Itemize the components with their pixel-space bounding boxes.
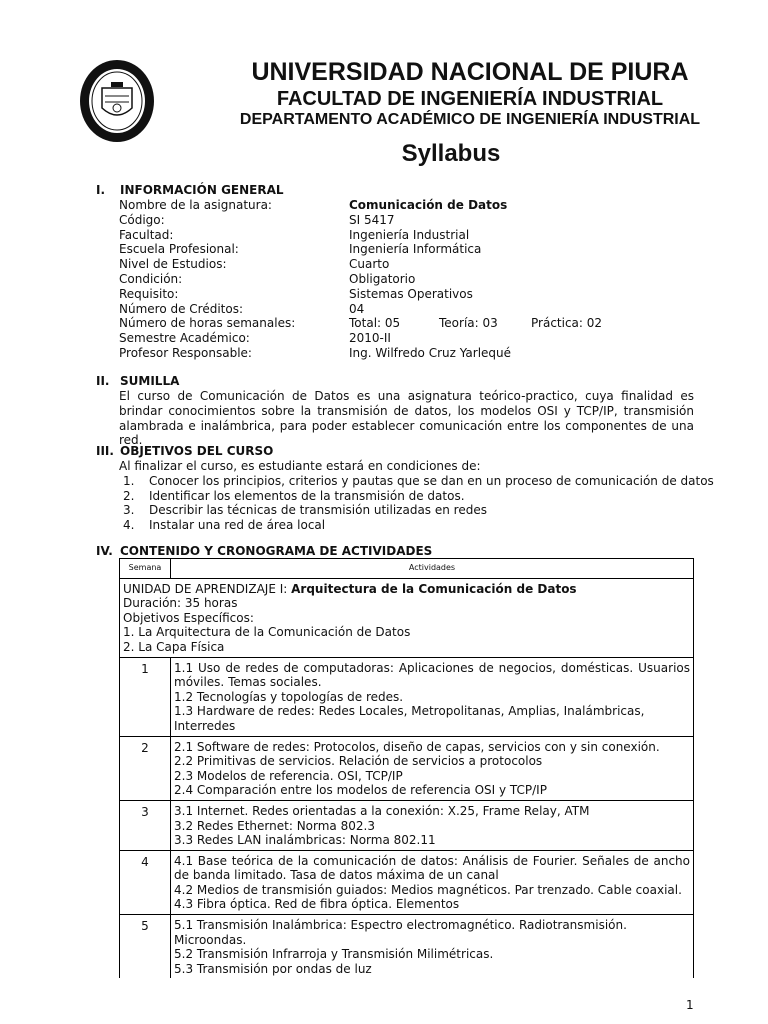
week-number: 4 [120, 850, 171, 914]
info-row [119, 198, 602, 213]
week-number: 2 [120, 736, 171, 800]
list-item: 4. Instalar una red de área local [123, 518, 326, 533]
info-row [119, 316, 602, 331]
department-name: DEPARTAMENTO ACADÉMICO DE INGENIERÍA INDUSTRIAL [239, 111, 701, 128]
info-row [119, 287, 602, 302]
info-label: Nombre de la asignatura: [119, 198, 272, 212]
section-number: III. [96, 444, 114, 458]
document-title: Syllabus [401, 140, 501, 167]
objectives-intro: Al finalizar el curso, es estudiante estará en condiciones de: [119, 459, 481, 473]
table-row [120, 800, 694, 850]
info-label: Profesor Responsable: [119, 345, 252, 360]
university-name: UNIVERSIDAD NACIONAL DE PIURA [251, 58, 689, 86]
info-value: Obligatorio [349, 271, 416, 286]
objectives-list [119, 474, 714, 533]
section-number: I. [96, 183, 106, 197]
info-row [119, 228, 602, 243]
table-header-row [120, 559, 694, 579]
info-value: Cuarto [349, 257, 390, 272]
week-activities: 2.1 Software de redes: Protocolos, diseño de capas, servicios con y sin conexión. 2.2 Primitivas de servicios. Relación de servicios a protocolos 2.3 Modelos de referencia. OSI, TCP/IP 2.4 Comparación entre los modelos de referencia OSI y TCP/IP [171, 736, 694, 800]
info-label: Código: [119, 212, 165, 227]
section-heading [96, 374, 179, 388]
unit-objectives-label: Objetivos Específicos: [123, 610, 254, 625]
column-header-week: Semana [120, 559, 171, 579]
column-header-activities: Actividades [171, 559, 694, 579]
university-seal-logo [78, 58, 156, 144]
unit-prefix: UNIDAD DE APRENDIZAJE I: [123, 581, 292, 596]
faculty-name: FACULTAD DE INGENIERÍA INDUSTRIAL [276, 88, 664, 110]
info-value: SI 5417 [349, 212, 395, 227]
summary-paragraph: El curso de Comunicación de Datos es una asignatura teórico-practico, cuya finalidad es brindar conocimientos sobre la transmisión de datos, los modelos OSI y TCP/IP, transmisión alambrada e inalámbrica, para poder establecer comunicación entre los componentes de una red. [119, 389, 694, 448]
info-label: Condición: [119, 271, 183, 286]
hours-total: Total: 05 [349, 316, 401, 331]
section-title: CONTENIDO Y CRONOGRAMA DE ACTIVIDADES [120, 544, 433, 558]
info-value: Ingeniería Informática [349, 242, 482, 257]
section-number: II. [96, 374, 110, 388]
week-number: 3 [120, 800, 171, 850]
unit-objective: 2. La Capa Física [123, 639, 225, 654]
section-number: IV. [96, 544, 113, 558]
hours-theory: Teoría: 03 [439, 316, 498, 331]
info-row [119, 272, 602, 287]
unit-row [120, 578, 694, 657]
page-number: 1 [686, 998, 694, 1012]
info-row [119, 213, 602, 228]
info-value: Ingeniería Industrial [349, 227, 470, 242]
list-item: 2. Identificar los elementos de la transmisión de datos. [123, 488, 465, 503]
week-activities: 1.1 Uso de redes de computadoras: Aplicaciones de negocios, domésticas. Usuarios móviles. Temas sociales. 1.2 Tecnologías y topologías de redes. 1.3 Hardware de redes: Redes Locales, Metropolitanas, Amplias, Inalámbricas, Interredes [171, 657, 694, 736]
info-row [119, 346, 602, 361]
objectives-block [119, 459, 714, 533]
week-number: 1 [120, 657, 171, 736]
list-item: 1. Conocer los principios, criterios y pautas que se dan en un proceso de comunicación de datos [123, 473, 714, 488]
info-label: Número de Créditos: [119, 301, 244, 316]
info-label: Requisito: [119, 286, 179, 301]
section-title: OBJETIVOS DEL CURSO [120, 444, 274, 458]
info-row [119, 302, 602, 317]
schedule-table [119, 558, 694, 978]
info-value: 04 [349, 301, 365, 316]
section-heading [96, 544, 432, 558]
unit-name: Arquitectura de la Comunicación de Datos [291, 581, 577, 596]
table-row [120, 736, 694, 800]
unit-objective: 1. La Arquitectura de la Comunicación de Datos [123, 625, 411, 640]
info-row [119, 257, 602, 272]
week-activities: 5.1 Transmisión Inalámbrica: Espectro electromagnético. Radiotransmisión. Microondas. 5.2 Transmisión Infrarroja y Transmisión Milimétricas. 5.3 Transmisión por ondas de luz [171, 915, 694, 979]
hours-practice: Práctica: 02 [531, 316, 603, 331]
info-row [119, 331, 602, 346]
table-row [120, 915, 694, 979]
unit-cell [120, 578, 694, 657]
info-value: 2010-II [349, 331, 391, 346]
info-value: Ing. Wilfredo Cruz Yarlequé [349, 345, 512, 360]
week-activities: 3.1 Internet. Redes orientadas a la conexión: X.25, Frame Relay, ATM 3.2 Redes Ethernet: Norma 802.3 3.3 Redes LAN inalámbricas: Norma 802.11 [171, 800, 694, 850]
unit-duration: Duración: 35 horas [123, 596, 238, 611]
week-number: 5 [120, 915, 171, 979]
section-title: SUMILLA [120, 374, 180, 388]
week-activities: 4.1 Base teórica de la comunicación de datos: Análisis de Fourier. Señales de ancho de banda limitado. Tasa de datos máxima de un canal 4.2 Medios de transmisión guiados: Medios magnéticos. Par trenzado. Cable coaxial. 4.3 Fibra óptica. Red de fibra óptica. Elementos [171, 850, 694, 914]
general-info-list [119, 198, 602, 361]
info-label: Nivel de Estudios: [119, 257, 227, 272]
info-label: Número de horas semanales: [119, 316, 296, 331]
section-heading [96, 183, 284, 197]
table-row [120, 657, 694, 736]
info-row [119, 242, 602, 257]
list-item: 3. Describir las técnicas de transmisión utilizadas en redes [123, 503, 487, 518]
info-value: Comunicación de Datos [349, 198, 508, 212]
table-row [120, 850, 694, 914]
section-title: INFORMACIÓN GENERAL [120, 183, 284, 197]
info-label: Semestre Académico: [119, 331, 250, 346]
info-value: Sistemas Operativos [349, 286, 473, 301]
info-label: Facultad: [119, 227, 174, 242]
info-label: Escuela Profesional: [119, 242, 239, 257]
section-heading [96, 444, 273, 458]
